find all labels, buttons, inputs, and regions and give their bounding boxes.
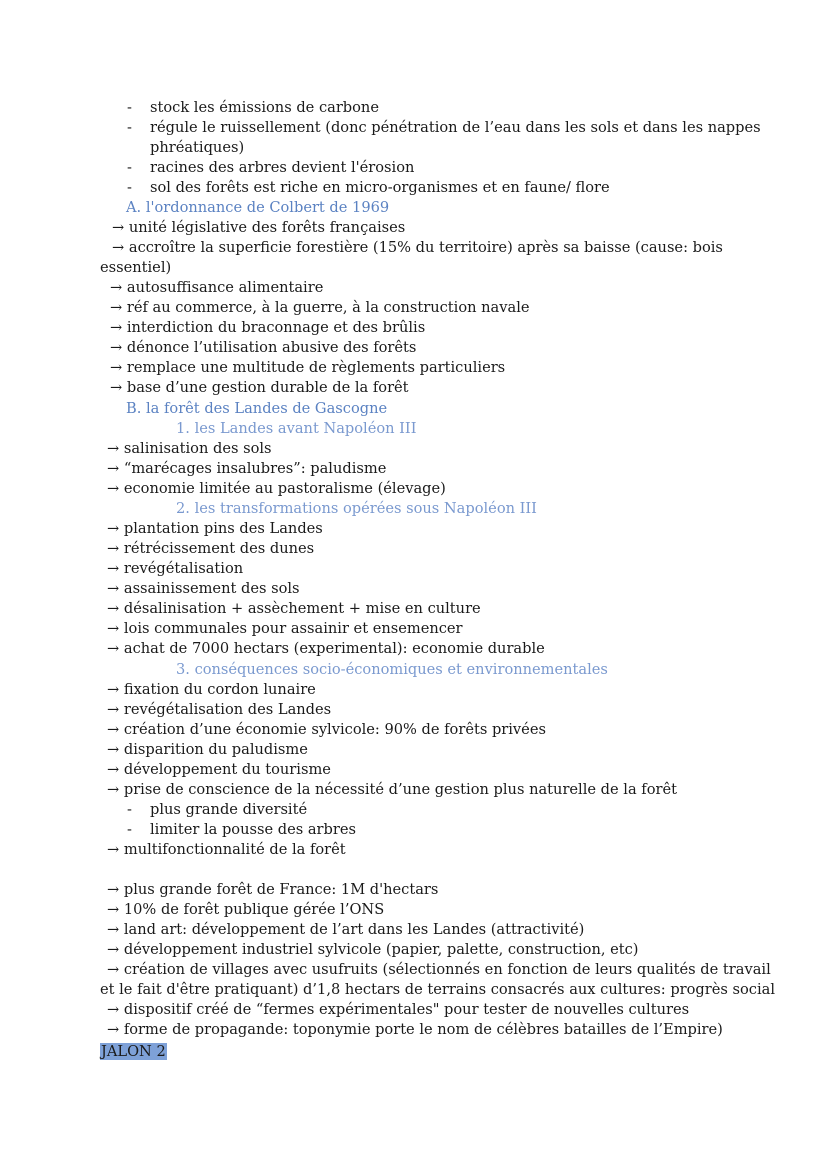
subsection-heading-2: 2. les transformations opérées sous Napoléon III	[176, 500, 537, 517]
arrow-item: → développement du tourisme	[107, 761, 331, 778]
list-item	[127, 98, 132, 118]
arrow-item: → fixation du cordon lunaire	[107, 681, 316, 698]
arrow-item: → développement industriel sylvicole (papier, palette, construction, etc)	[107, 941, 639, 958]
arrow-item: → dispositif créé de “fermes expérimentales" pour tester de nouvelles cultures	[107, 1001, 690, 1018]
arrow-item: → interdiction du braconnage et des brûlis	[110, 319, 426, 336]
arrow-item: → revégétalisation	[107, 560, 244, 577]
list-item-text: limiter la pousse des arbres	[150, 821, 356, 838]
arrow-item: → salinisation des sols	[107, 440, 272, 457]
arrow-item: → disparition du paludisme	[107, 741, 308, 758]
arrow-item: → plantation pins des Landes	[107, 520, 323, 537]
arrow-item: → autosuffisance alimentaire	[110, 279, 324, 296]
arrow-item: → accroître la superficie forestière (15% du territoire) après sa baisse (cause: bois	[112, 239, 723, 256]
list-item-text: régule le ruissellement (donc pénétration de l’eau dans les sols et dans les nappes	[150, 119, 761, 136]
arrow-item: → achat de 7000 hectars (experimental): economie durable	[107, 640, 545, 657]
arrow-item: → 10% de forêt publique gérée l’ONS	[107, 901, 385, 918]
arrow-item: → unité législative des forêts françaises	[112, 219, 406, 236]
subsection-heading-3: 3. conséquences socio-économiques et environnementales	[176, 661, 608, 678]
section-heading-b: B. la forêt des Landes de Gascogne	[126, 400, 388, 417]
section-heading-a: A. l'ordonnance de Colbert de 1969	[126, 199, 390, 216]
arrow-item: → base d’une gestion durable de la forêt	[110, 379, 409, 396]
dash-bullet: -	[127, 179, 132, 196]
arrow-item: → création de villages avec usufruits (sélectionnés en fonction de leurs qualités de travail	[107, 961, 771, 978]
jalon-label	[100, 1042, 167, 1062]
arrow-item: → land art: développement de l’art dans les Landes (attractivité)	[107, 921, 585, 938]
list-item	[127, 178, 132, 198]
paragraph-continued: essentiel)	[100, 259, 172, 276]
arrow-item: → forme de propagande: toponymie porte le nom de célèbres batailles de l’Empire)	[107, 1021, 723, 1038]
arrow-item: → plus grande forêt de France: 1M d'hectars	[107, 881, 439, 898]
list-item	[127, 158, 132, 178]
arrow-item: → désalinisation + assèchement + mise en culture	[107, 600, 481, 617]
list-item	[127, 118, 132, 138]
arrow-item: → prise de conscience de la nécessité d’une gestion plus naturelle de la forêt	[107, 781, 677, 798]
dash-bullet: -	[127, 159, 132, 176]
list-item-text: sol des forêts est riche en micro-organismes et en faune/ flore	[150, 179, 610, 196]
list-item	[127, 800, 132, 820]
highlighted-text: JALON 2	[101, 1043, 166, 1060]
arrow-item: → création d’une économie sylvicole: 90% de forêts privées	[107, 721, 546, 738]
list-item-text: racines des arbres devient l'érosion	[150, 159, 415, 176]
arrow-item: → economie limitée au pastoralisme (élevage)	[107, 480, 446, 497]
dash-bullet: -	[127, 119, 132, 136]
arrow-item: → revégétalisation des Landes	[107, 701, 332, 718]
dash-bullet: -	[127, 801, 132, 818]
list-item-text-continued: phréatiques)	[150, 139, 245, 156]
dash-bullet: -	[127, 99, 132, 116]
arrow-item: → réf au commerce, à la guerre, à la construction navale	[110, 299, 530, 316]
paragraph-continued: et le fait d'être pratiquant) d’1,8 hectars de terrains consacrés aux cultures: progrès social	[100, 981, 775, 998]
arrow-item: → multifonctionnalité de la forêt	[107, 841, 346, 858]
list-item-text: stock les émissions de carbone	[150, 99, 379, 116]
arrow-item: → assainissement des sols	[107, 580, 300, 597]
arrow-item: → remplace une multitude de règlements particuliers	[110, 359, 506, 376]
arrow-item: → dénonce l’utilisation abusive des forêts	[110, 339, 417, 356]
dash-bullet: -	[127, 821, 132, 838]
list-item-text: plus grande diversité	[150, 801, 308, 818]
list-item	[127, 820, 132, 840]
arrow-item: → lois communales pour assainir et ensemencer	[107, 620, 463, 637]
arrow-item: → “marécages insalubres”: paludisme	[107, 460, 387, 477]
subsection-heading-1: 1. les Landes avant Napoléon III	[176, 420, 417, 437]
arrow-item: → rétrécissement des dunes	[107, 540, 315, 557]
